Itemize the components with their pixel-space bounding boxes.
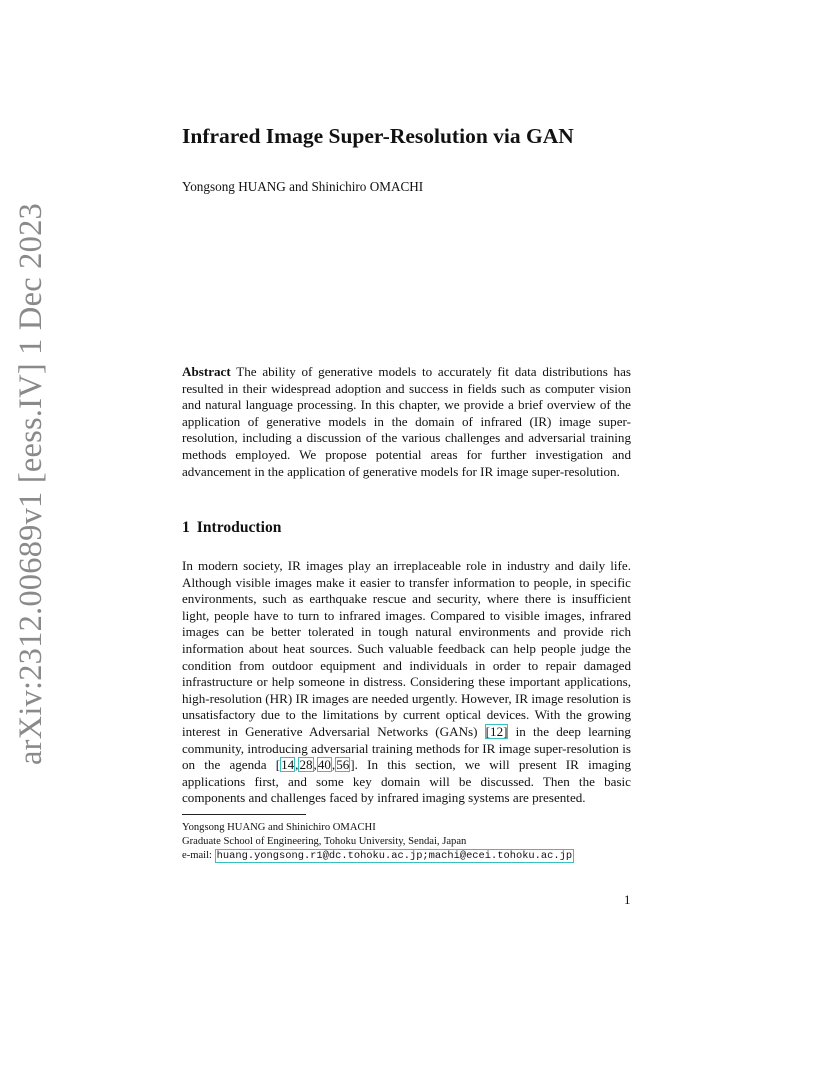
paper-title: Infrared Image Super-Resolution via GAN [182, 124, 574, 148]
citation-link-12[interactable]: [12] [485, 723, 508, 739]
intro-text-3: . In this section, we will present IR imaging applications first, and some key domain will be discussed. Then the basic components and challenges faced by infrared imaging systems are presented. [182, 757, 631, 806]
page-number: 1 [624, 892, 631, 907]
footnote-email-line [182, 849, 574, 863]
section-title: Introduction [196, 519, 282, 536]
citation-link-56[interactable]: 56 [336, 757, 350, 773]
abstract-paragraph [182, 364, 631, 480]
section-heading [182, 519, 281, 537]
abstract-text: The ability of generative models to accurately fit data distributions has resulted in their widespread adoption and success in fields such as computer vision and natural language processing. In this chapter, we provide a brief overview of the application of generative models in the domain of infrared (IR) image super-resolution, including a discussion of the various challenges and adversarial training methods employed. We propose potential areas for further investigation and advancement in the application of generative models for IR image super-resolution. [182, 364, 631, 479]
citation-open-bracket: [ [275, 757, 281, 773]
footnote-divider [182, 814, 306, 815]
intro-text-2: in the deep learning community, introducing adversarial training methods for IR image super-resolution is on the agenda [182, 723, 631, 773]
author-list: Yongsong HUANG and Shinichiro OMACHI [182, 179, 424, 194]
intro-text-1: In modern society, IR images play an irreplaceable role in industry and daily life. Although visible images make it easier to transfer information to people, in specific environments, such as earthquake rescue and security, where there is insufficient light, people have to turn to infrared images. Compared to visible images, infrared images can be better tolerated in tough natural environments and provide rich information about heat sources. Such valuable feedback can help people judge the condition from outdoor equipment and individuals in order to repair damaged infrastructure or help someone in distress. Considering these important applications, high-resolution (HR) IR images are needed urgently. However, IR image resolution is unsatisfactory due to the limitations by current optical devices. With the growing interest in Generative Adversarial Networks (GANs) [182, 558, 631, 739]
intro-paragraph: In modern society, IR images play an irreplaceable role in industry and daily life. Although visible images make it easier to transfer information to people, in specific environments, such as earthquake rescue and security, where there is insufficient light, people have to turn to infrared images. Compared to visible images, infrared images can be better tolerated in tough natural environments and provide rich information about heat sources. Such valuable feedback can help people judge the condition from outdoor equipment and individuals in order to repair damaged infrastructure or help someone in distress. Considering these important applications, high-resolution (HR) IR images are needed urgently. However, IR image resolution is unsatisfactory due to the limitations by current optical devices. With the growing interest in Generative Adversarial Networks (GANs) [12] in the deep learning community, introducing adversarial training methods for IR image super-resolution is on the agenda [14,28,40,56]. In this section, we will present IR imaging applications first, and some key domain will be discussed. Then the basic components and challenges faced by infrared imaging systems are presented. [182, 558, 631, 806]
citation-link-14[interactable]: 14 [281, 757, 295, 773]
footnote-affiliation: Graduate School of Engineering, Tohoku University, Sendai, Japan [182, 836, 467, 847]
citation-link-40[interactable]: 40 [317, 757, 331, 773]
email-label: e-mail: [182, 850, 215, 861]
section-number: 1 [182, 519, 190, 536]
citation-close-bracket: ] [350, 757, 355, 773]
arxiv-side-stamp: arXiv:2312.00689v1 [eess.IV] 1 Dec 2023 [13, 203, 49, 765]
footnote-authors: Yongsong HUANG and Shinichiro OMACHI [182, 822, 376, 833]
citation-link-28[interactable]: 28 [299, 757, 313, 773]
email-link[interactable]: huang.yongsong.r1@dc.tohoku.ac.jp;machi@ecei.tohoku.ac.jp [216, 850, 573, 862]
abstract-label: Abstract [182, 364, 231, 379]
